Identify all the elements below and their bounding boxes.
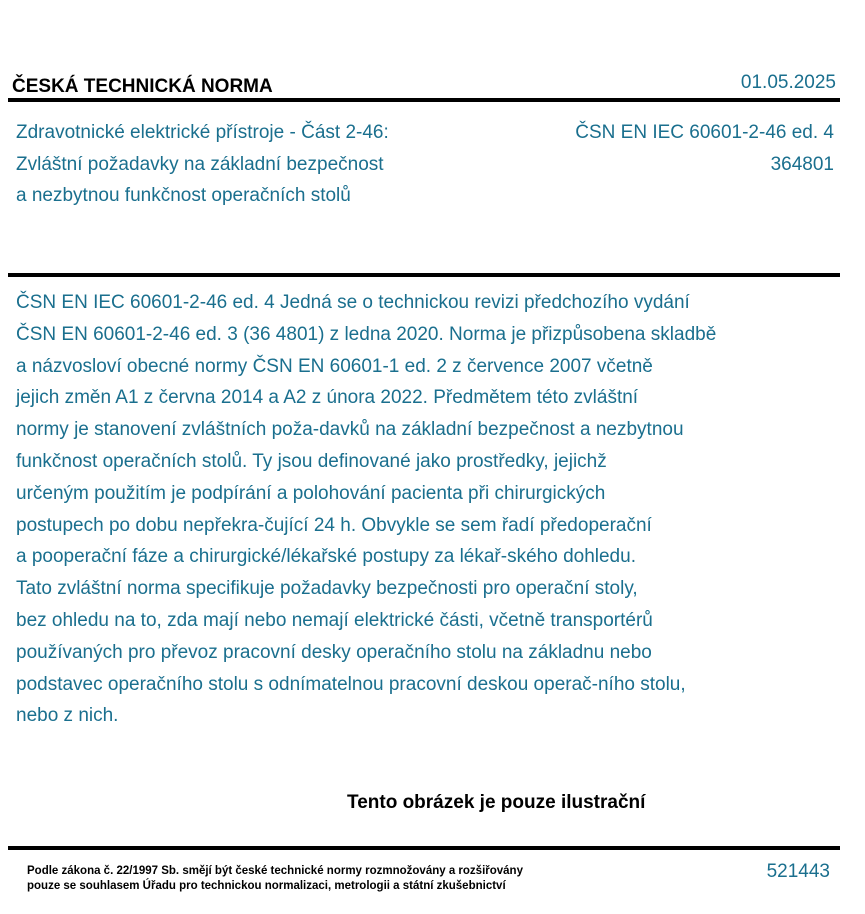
title-line: Zdravotnické elektrické přístroje - Část 2-46: (16, 122, 389, 143)
annotation-line: podstavec operačního stolu s odnímatelnou pracovní deskou operač-ního stolu, (16, 673, 686, 695)
header-divider (8, 98, 840, 102)
standard-identifier (575, 117, 834, 180)
annotation-line: a pooperační fáze a chirurgické/lékařské postupy za lékař-ského dohledu. (16, 546, 636, 568)
legal-line: Podle zákona č. 22/1997 Sb. smějí být české technické normy rozmnožovány a rozšiřovány (27, 865, 523, 877)
annotation-line: ČSN EN 60601-2-46 ed. 3 (36 4801) z ledna 2020. Norma je přizpůsobena skladbě (16, 323, 717, 345)
standard-code: ČSN EN IEC 60601-2-46 ed. 4 (575, 122, 834, 143)
annotation-line: postupech po dobu nepřekra-čující 24 h. Obvykle se sem řadí předoperační (16, 514, 652, 536)
annotation-line: používaných pro převoz pracovní desky operačního stolu na základnu nebo (16, 641, 652, 663)
standard-annotation (16, 287, 836, 732)
annotation-line: funkčnost operačních stolů. Ty jsou definované jako prostředky, jejichž (16, 450, 607, 472)
annotation-line: a názvosloví obecné normy ČSN EN 60601-1 ed. 2 z července 2007 včetně (16, 355, 653, 377)
title-line: a nezbytnou funkčnost operačních stolů (16, 185, 351, 206)
annotation-line: nebo z nich. (16, 705, 119, 727)
legal-line: pouze se souhlasem Úřadu pro technickou normalizaci, metrologii a státní zkušebnictví (27, 879, 506, 892)
illustration-notice: Tento obrázek je pouze ilustrační (347, 792, 646, 813)
annotation-line: určeným použitím je podpírání a polohování pacienta při chirurgických (16, 482, 606, 504)
title-divider (8, 273, 840, 277)
document-number: 521443 (766, 861, 830, 882)
publication-date: 01.05.2025 (740, 72, 836, 93)
annotation-line: bez ohledu na to, zda mají nebo nemají elektrické části, včetně transportérů (16, 609, 653, 631)
annotation-line: normy je stanovení zvláštních poža-davků na základní bezpečnost a nezbytnou (16, 419, 684, 441)
title-line: Zvláštní požadavky na základní bezpečnost (16, 153, 384, 175)
class-number: 364801 (770, 153, 834, 175)
annotation-line: ČSN EN IEC 60601-2-46 ed. 4 Jedná se o technickou revizi předchozího vydání (16, 292, 690, 313)
footer-divider (8, 846, 840, 850)
document-type-heading: ČESKÁ TECHNICKÁ NORMA (12, 76, 273, 97)
annotation-line: Tato zvláštní norma specifikuje požadavky bezpečnosti pro operační stoly, (16, 578, 638, 600)
copyright-notice (27, 864, 523, 893)
annotation-line: jejich změn A1 z června 2014 a A2 z února 2022. Předmětem této zvláštní (16, 387, 639, 409)
standard-title (16, 117, 496, 212)
